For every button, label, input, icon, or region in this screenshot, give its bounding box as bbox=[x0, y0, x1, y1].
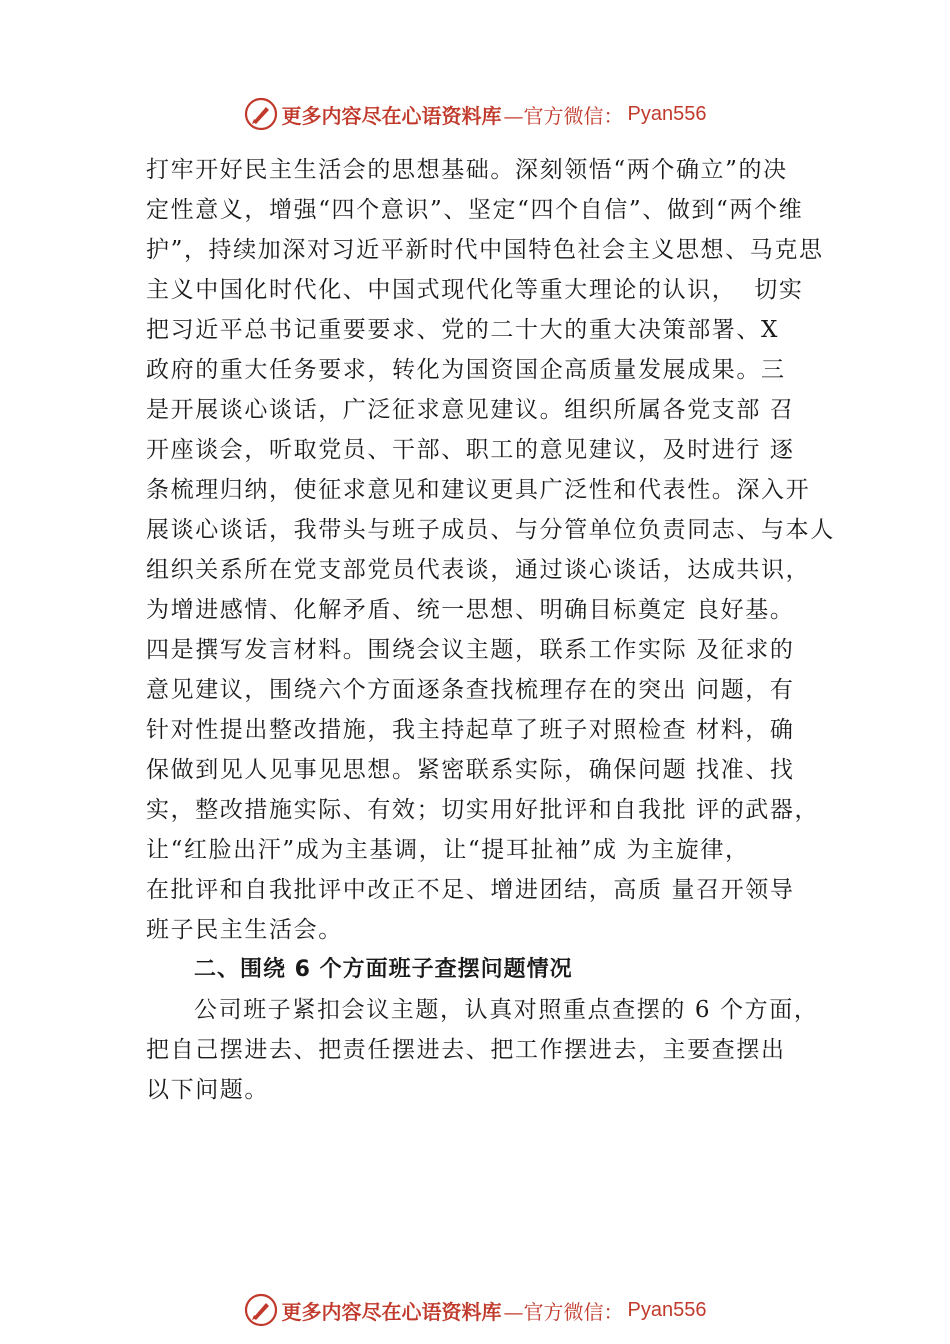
footer-banner bbox=[0, 1290, 950, 1330]
body-line: 实，整改措施实际、有效；切实用好批评和自我批 评的武器， bbox=[146, 797, 820, 823]
header-wechat-id: Pyan556 bbox=[627, 102, 707, 125]
body-line: 为增进感情、化解矛盾、统一思想、明确目标奠定 良好基。 bbox=[146, 597, 795, 623]
body-line: 打牢开好民主生活会的思想基础。深刻领悟“两个确立”的决 bbox=[146, 157, 788, 183]
pen-logo-icon bbox=[244, 97, 278, 131]
body-line: 开座谈会，听取党员、干部、职工的意见建议，及时进行 逐 bbox=[146, 437, 795, 463]
section-line: 把自己摆进去、把责任摆进去、把工作摆进去，主要查摆出 bbox=[146, 1037, 786, 1063]
body-line: 四是撰写发言材料。围绕会议主题，联系工作实际 及征求的 bbox=[146, 637, 795, 663]
body-line: 班子民主生活会。 bbox=[146, 917, 343, 943]
body-line: 意见建议，围绕六个方面逐条查找梳理存在的突出 问题，有 bbox=[146, 677, 795, 703]
header-official-text: —官方微信： bbox=[503, 103, 624, 128]
body-line: 让“红脸出汗”成为主基调，让“提耳扯袖”成 为主旋律， bbox=[146, 837, 750, 863]
footer-brand-text: 更多内容尽在心语资料库 bbox=[281, 1299, 502, 1324]
body-line: 护”，持续加深对习近平新时代中国特色社会主义思想、马克思 bbox=[146, 237, 824, 263]
body-line: 针对性提出整改措施，我主持起草了班子对照检查 材料，确 bbox=[146, 717, 795, 743]
section-line: 以下问题。 bbox=[146, 1077, 269, 1103]
body-line: 把习近平总书记重要要求、党的二十大的重大决策部署、X bbox=[146, 317, 779, 343]
body-line: 条梳理归纳，使征求意见和建议更具广泛性和代表性。深入开 bbox=[146, 477, 811, 503]
body-line: 组织关系所在党支部党员代表谈，通过谈心谈话，达成共识， bbox=[146, 557, 811, 583]
header-banner bbox=[0, 94, 950, 134]
body-line: 主义中国化时代化、中国式现代化等重大理论的认识， 切实 bbox=[146, 277, 804, 303]
section-line: 公司班子紧扣会议主题，认真对照重点查摆的 6 个方面， bbox=[194, 997, 819, 1023]
body-line: 政府的重大任务要求，转化为国资国企高质量发展成果。三 bbox=[146, 357, 786, 383]
body-line: 在批评和自我批评中改正不足、增进团结，高质 量召开领导 bbox=[146, 877, 795, 903]
body-line: 是开展谈心谈话，广泛征求意见建议。组织所属各党支部 召 bbox=[146, 397, 795, 423]
body-line: 展谈心谈话，我带头与班子成员、与分管单位负责同志、与本人 bbox=[146, 517, 835, 543]
document-body bbox=[146, 150, 836, 1110]
pen-logo-icon bbox=[244, 1293, 278, 1327]
body-line: 保做到见人见事见思想。紧密联系实际，确保问题 找准、找 bbox=[146, 757, 795, 783]
footer-wechat-id: Pyan556 bbox=[627, 1298, 707, 1321]
body-line: 定性意义，增强“四个意识”、坚定“四个自信”、做到“两个维 bbox=[146, 197, 804, 223]
section-heading: 二、围绕 6 个方面班子查摆问题情况 bbox=[194, 957, 573, 982]
header-brand-text: 更多内容尽在心语资料库 bbox=[281, 103, 502, 128]
footer-official-text: —官方微信： bbox=[503, 1299, 624, 1324]
